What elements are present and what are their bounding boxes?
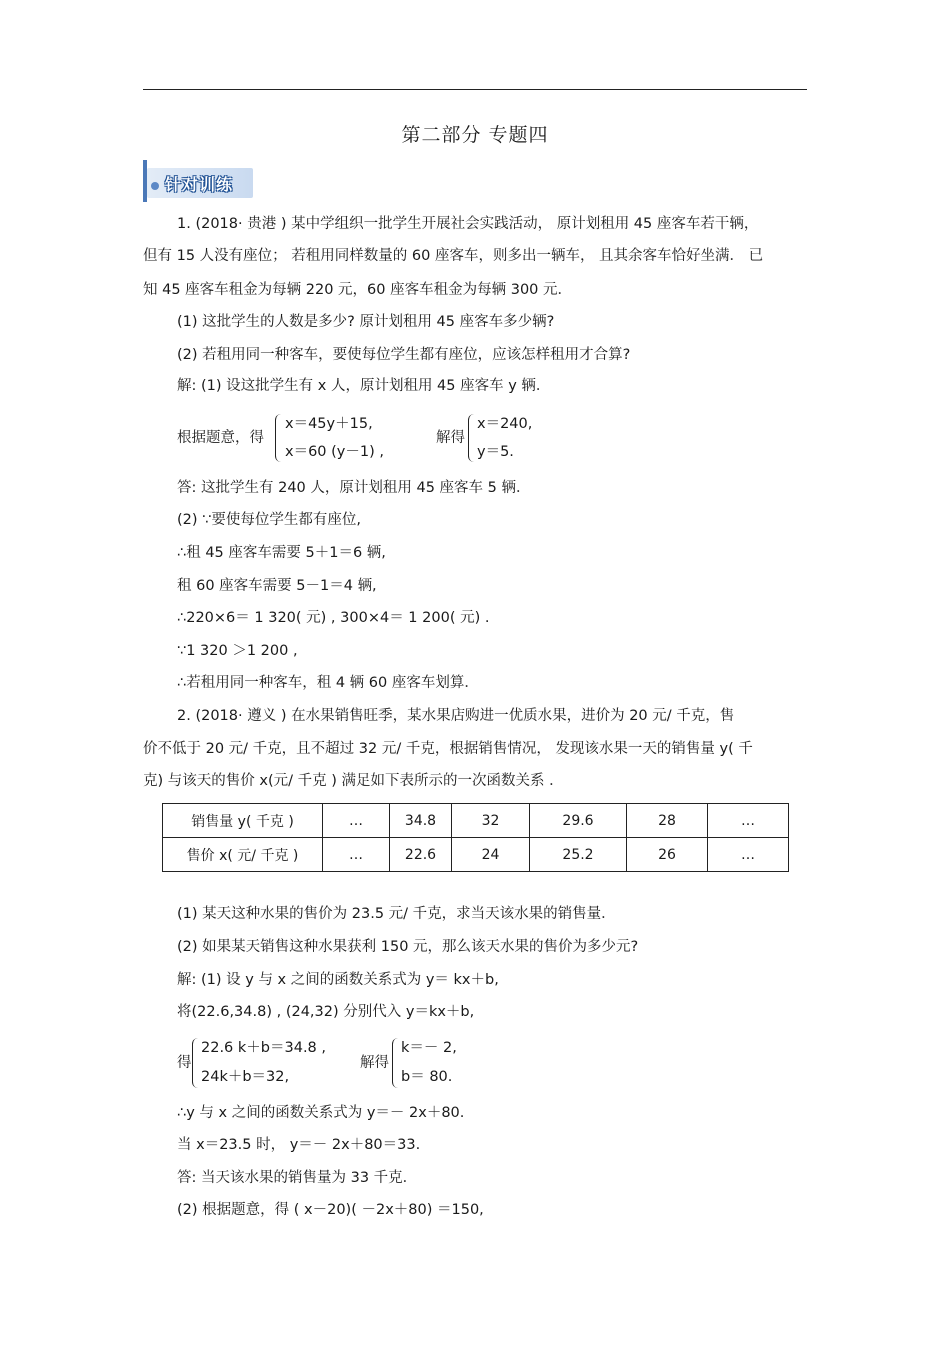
table-cell: …	[708, 804, 789, 838]
p1-line2: 但有 15 人没有座位； 若租用同样数量的 60 座客车，则多出一辆车， 且其余客车恰好坐满． 已	[143, 248, 764, 264]
p2-result-eq1: k＝－ 2,	[401, 1040, 457, 1056]
page-title: 第二部分 专题四	[401, 124, 549, 146]
p1-system-eq2: x＝60 (y－1) ,	[285, 444, 384, 460]
p2-solution-line1: 解: (1) 设 y 与 x 之间的函数关系式为 y＝ kx＋b,	[177, 972, 499, 988]
table-cell: 34.8	[390, 804, 452, 838]
p1-part2-step4: ∴220×6＝ 1 320( 元) , 300×4＝ 1 200( 元) .	[177, 610, 490, 626]
p2-solution-line2: 将(22.6,34.8) , (24,32) 分别代入 y＝kx＋b,	[177, 1004, 475, 1020]
p2-system-eq1: 22.6 k＋b＝34.8 ,	[201, 1040, 326, 1056]
table-cell: 26	[627, 838, 708, 872]
table-cell: 25.2	[530, 838, 627, 872]
p1-question1: (1) 这批学生的人数是多少? 原计划租用 45 座客车多少辆?	[177, 314, 555, 330]
p1-solution-intro: 解: (1) 设这批学生有 x 人，原计划租用 45 座客车 y 辆．	[177, 378, 551, 394]
p2-step5: 答: 当天该水果的销售量为 33 千克．	[177, 1170, 418, 1186]
p2-line1: 2. (2018· 遵义 ) 在水果销售旺季，某水果店购进一优质水果，进价为 20 元/ 千克，售	[177, 708, 735, 724]
table-cell: 28	[627, 804, 708, 838]
p2-step3: ∴y 与 x 之间的函数关系式为 y＝－ 2x＋80.	[177, 1105, 465, 1121]
section-badge	[143, 160, 255, 202]
p1-part2-step1: (2) ∵要使每位学生都有座位,	[177, 512, 361, 528]
p1-question2: (2) 若租用同一种客车，要使每位学生都有座位，应该怎样租用才合算?	[177, 347, 631, 363]
table-cell: 24	[452, 838, 530, 872]
table-cell: 销售量 y( 千克 )	[163, 804, 323, 838]
p1-system-eq1: x＝45y＋15,	[285, 416, 373, 432]
sales-table	[162, 803, 789, 872]
p2-question1: (1) 某天这种水果的售价为 23.5 元/ 千克，求当天该水果的销售量．	[177, 906, 616, 922]
badge-dot-icon	[151, 182, 159, 190]
header-rule	[143, 89, 807, 90]
p2-step4: 当 x＝23.5 时， y＝－ 2x＋80＝33.	[177, 1137, 421, 1153]
p1-result-eq2: y＝5.	[477, 444, 514, 460]
p1-part2-step2: ∴租 45 座客车需要 5＋1＝6 辆,	[177, 545, 386, 561]
p2-line2: 价不低于 20 元/ 千克，且不超过 32 元/ 千克，根据销售情况， 发现该水果一天的销售量 y( 千	[143, 741, 753, 757]
table-row	[163, 804, 789, 838]
p2-solve-word: 解得	[360, 1055, 389, 1071]
p2-question2: (2) 如果某天销售这种水果获利 150 元，那么该天水果的售价为多少元?	[177, 939, 639, 955]
table-row	[163, 838, 789, 872]
p2-result-eq2: b＝ 80.	[401, 1069, 453, 1085]
table-cell: 29.6	[530, 804, 627, 838]
p1-answer1: 答: 这批学生有 240 人，原计划租用 45 座客车 5 辆．	[177, 480, 531, 496]
p1-line1: 1. (2018· 贵港 ) 某中学组织一批学生开展社会实践活动， 原计划租用 45 座客车若干辆，	[177, 216, 759, 232]
p1-part2-step6: ∴若租用同一种客车，租 4 辆 60 座客车划算．	[177, 675, 479, 691]
p1-result-eq1: x＝240,	[477, 416, 533, 432]
table-cell: 22.6	[390, 838, 452, 872]
badge-label: 针对训练	[165, 175, 234, 194]
p2-system-eq2: 24k＋b＝32,	[201, 1069, 290, 1085]
p2-system-prefix: 得	[177, 1055, 192, 1071]
table-cell: 售价 x( 元/ 千克 )	[163, 838, 323, 872]
p1-line3: 知 45 座客车租金为每辆 220 元，60 座客车租金为每辆 300 元．	[143, 282, 573, 298]
p1-system-prefix: 根据题意，得	[177, 430, 264, 446]
table-cell: …	[323, 804, 390, 838]
table-cell: 32	[452, 804, 530, 838]
p1-part2-step5: ∵1 320 ＞1 200 ,	[177, 643, 298, 659]
p2-line3: 克) 与该天的售价 x(元/ 千克 ) 满足如下表所示的一次函数关系 ．	[143, 773, 564, 789]
table-cell: …	[323, 838, 390, 872]
p1-solve-word: 解得	[436, 430, 465, 446]
p2-step6: (2) 根据题意，得 ( x－20)( －2x＋80) ＝150,	[177, 1202, 484, 1218]
table-cell: …	[708, 838, 789, 872]
p1-part2-step3: 租 60 座客车需要 5－1＝4 辆,	[177, 578, 377, 594]
